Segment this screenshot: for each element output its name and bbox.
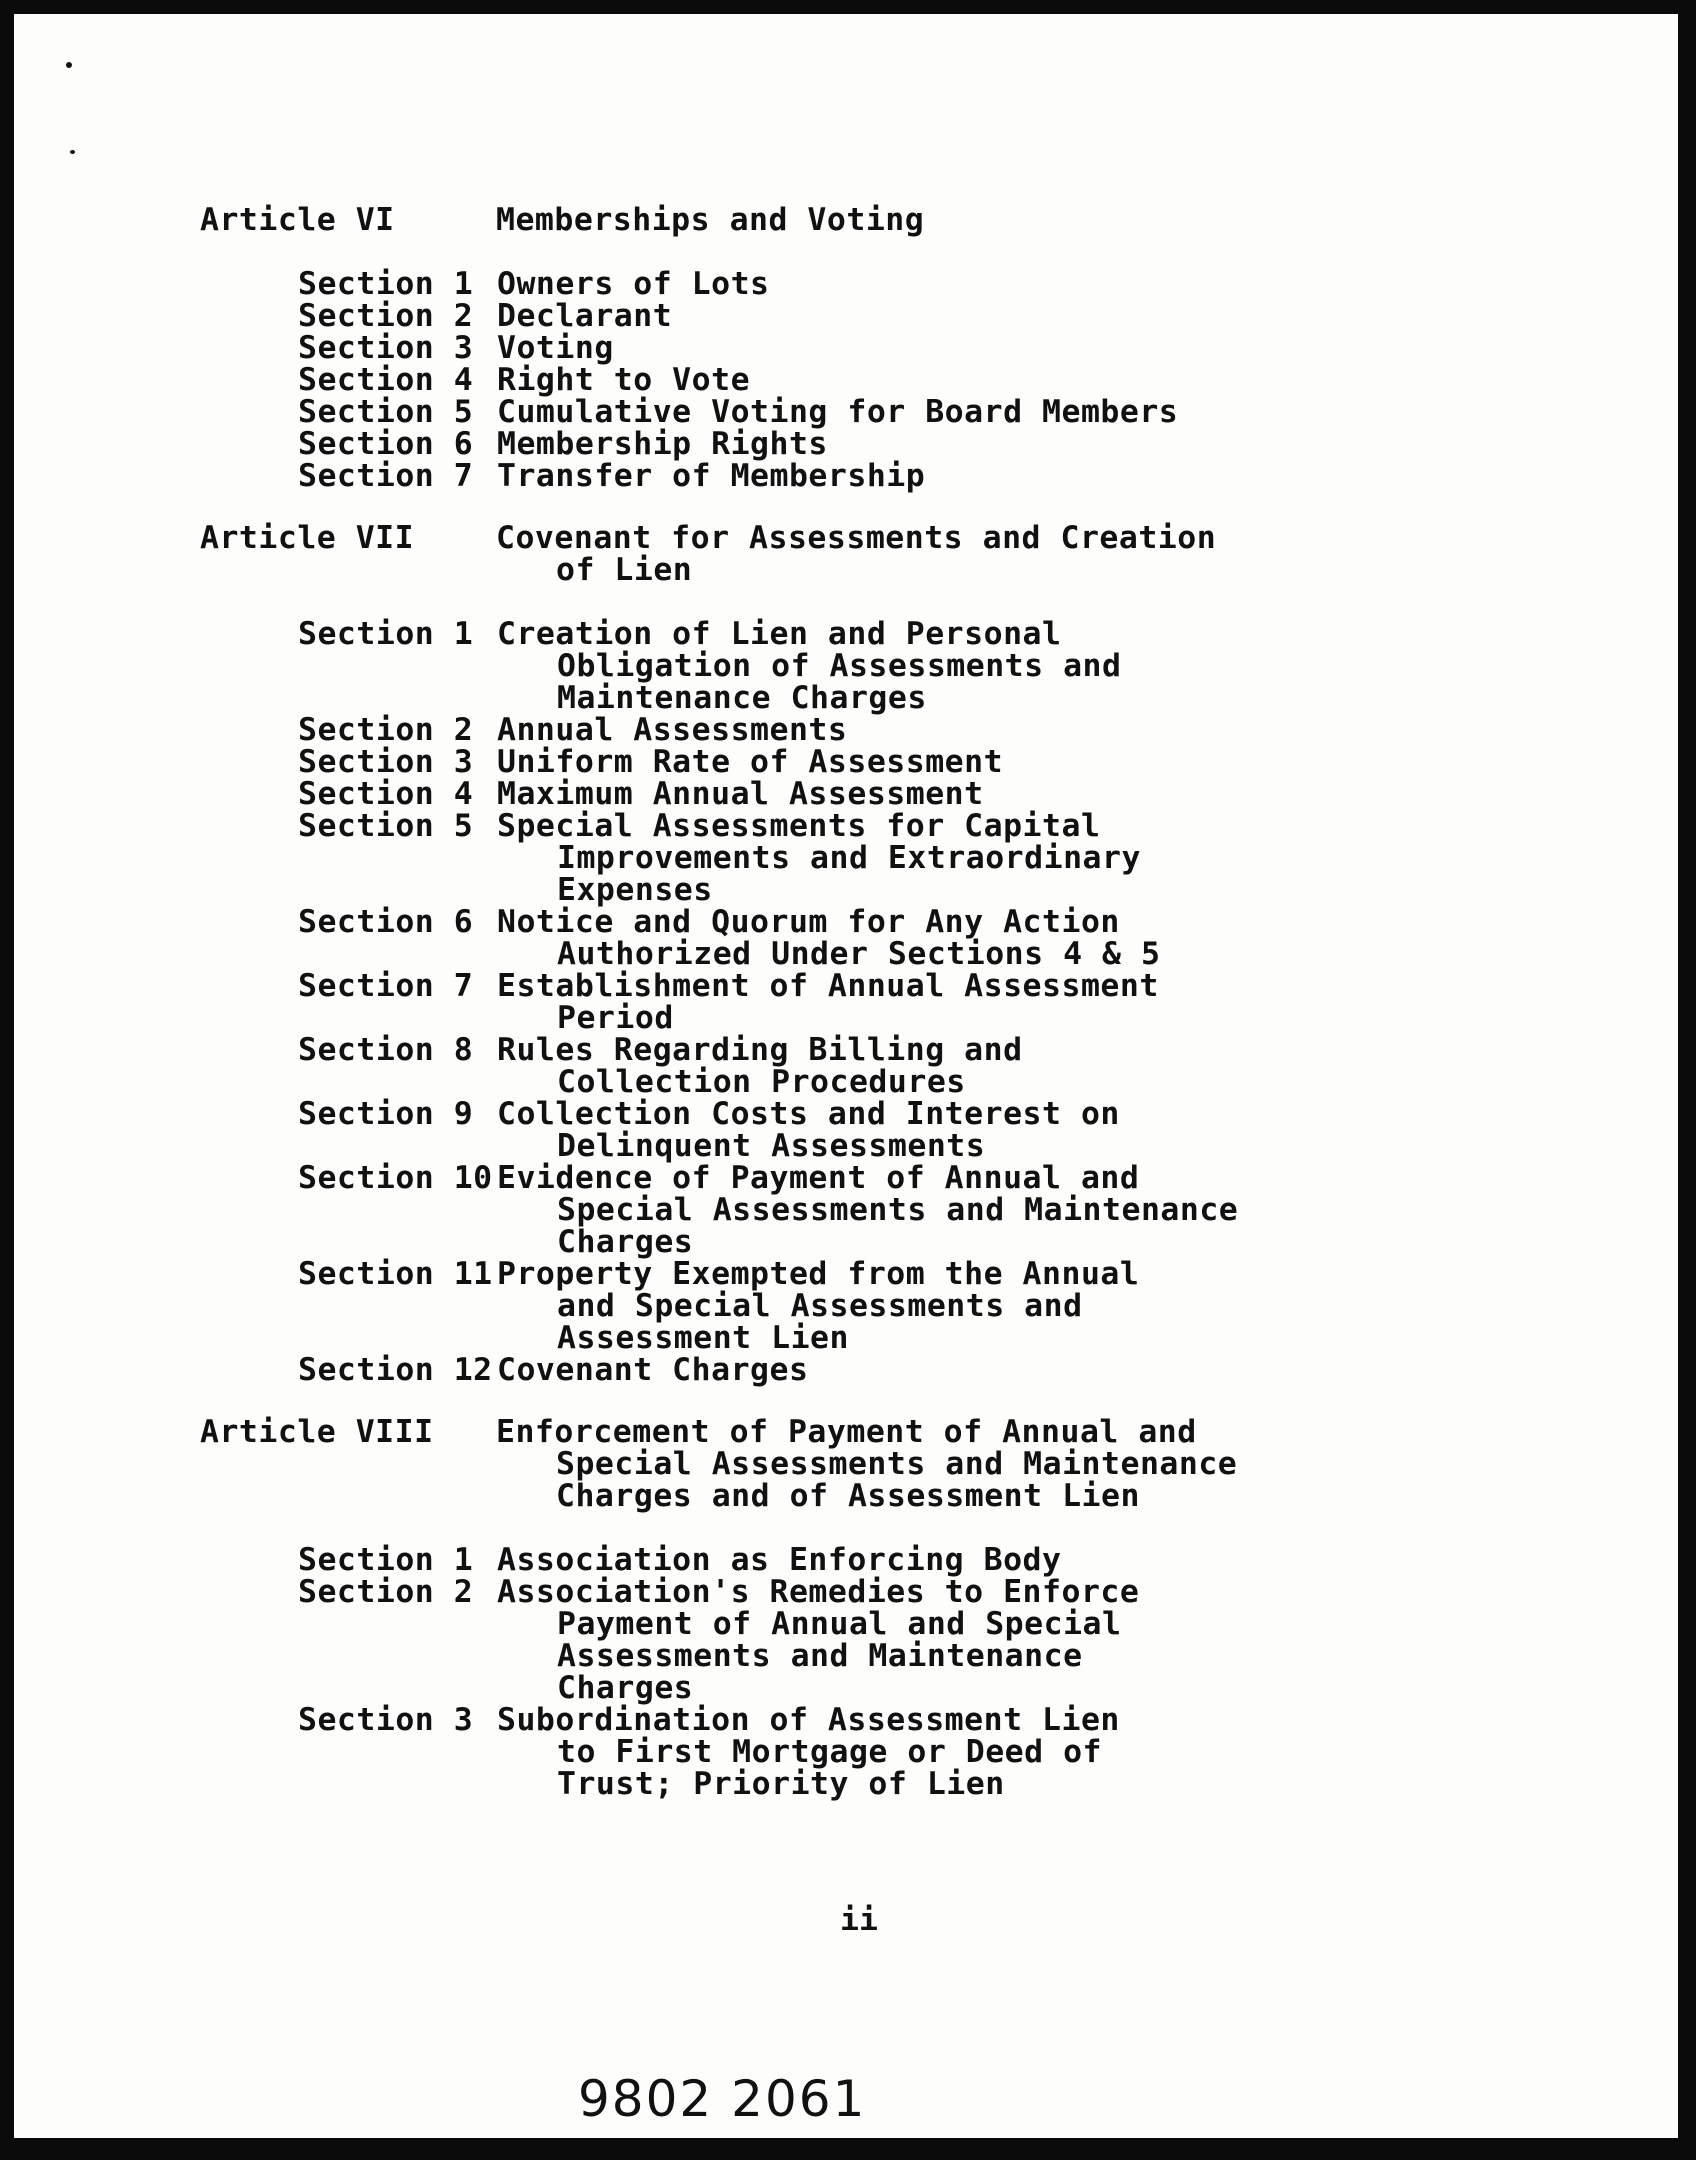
section-title-line: Period bbox=[557, 1000, 674, 1036]
article-label: Article VI bbox=[200, 202, 395, 238]
section-title-line: Obligation of Assessments and bbox=[557, 648, 1122, 684]
article-title-line: Special Assessments and Maintenance bbox=[556, 1446, 1238, 1482]
section-title bbox=[497, 1354, 1500, 1386]
section-entry bbox=[200, 1162, 1500, 1258]
section-title-line: Evidence of Payment of Annual and bbox=[497, 1160, 1140, 1196]
section-title bbox=[497, 746, 1500, 778]
section-entry bbox=[200, 268, 1500, 300]
section-entry bbox=[200, 1258, 1500, 1354]
section-title-line: Delinquent Assessments bbox=[557, 1128, 986, 1164]
section-title-line: Association as Enforcing Body bbox=[497, 1542, 1062, 1578]
section-title-line: Creation of Lien and Personal bbox=[497, 616, 1062, 652]
section-entry bbox=[200, 618, 1500, 714]
section-title bbox=[497, 970, 1500, 1034]
article-heading bbox=[200, 1416, 1500, 1512]
article-title bbox=[496, 204, 1500, 236]
section-entry bbox=[200, 746, 1500, 778]
section-label: Section 1 bbox=[298, 616, 474, 652]
section-label: Section 1 bbox=[298, 1542, 474, 1578]
section-title-line: to First Mortgage or Deed of bbox=[557, 1734, 1103, 1770]
scan-speck bbox=[70, 150, 75, 154]
section-title-line: Establishment of Annual Assessment bbox=[497, 968, 1159, 1004]
section-title-line: Payment of Annual and Special bbox=[557, 1606, 1122, 1642]
section-title-line: Property Exempted from the Annual bbox=[497, 1256, 1140, 1292]
page-number: ii bbox=[840, 1902, 878, 1938]
section-title-line: Charges bbox=[557, 1224, 694, 1260]
section-label: Section 12 bbox=[298, 1352, 493, 1388]
section-title bbox=[497, 778, 1500, 810]
section-entry bbox=[200, 810, 1500, 906]
section-title-line: Membership Rights bbox=[497, 426, 828, 462]
section-entry bbox=[200, 460, 1500, 492]
section-list bbox=[200, 618, 1500, 1386]
section-title-line: Improvements and Extraordinary bbox=[557, 840, 1141, 876]
section-title bbox=[497, 428, 1500, 460]
section-title bbox=[497, 1576, 1500, 1704]
section-label: Section 2 bbox=[298, 298, 474, 334]
article-title bbox=[496, 522, 1500, 586]
section-entry bbox=[200, 778, 1500, 810]
article-title-line: Covenant for Assessments and Creation bbox=[496, 520, 1217, 556]
section-entry bbox=[200, 970, 1500, 1034]
section-title bbox=[497, 268, 1500, 300]
section-entry bbox=[200, 364, 1500, 396]
section-label: Section 8 bbox=[298, 1032, 474, 1068]
section-entry bbox=[200, 1354, 1500, 1386]
section-title bbox=[497, 396, 1500, 428]
section-title bbox=[497, 460, 1500, 492]
section-title bbox=[497, 1544, 1500, 1576]
section-entry bbox=[200, 428, 1500, 460]
section-title-line: Covenant Charges bbox=[497, 1352, 809, 1388]
section-list bbox=[200, 1544, 1500, 1800]
section-label: Section 1 bbox=[298, 266, 474, 302]
section-title-line: Assessment Lien bbox=[557, 1320, 849, 1356]
section-label: Section 3 bbox=[298, 1702, 474, 1738]
section-title bbox=[497, 1258, 1500, 1354]
section-title-line: Authorized Under Sections 4 & 5 bbox=[557, 936, 1161, 972]
section-title-line: Notice and Quorum for Any Action bbox=[497, 904, 1120, 940]
section-title-line: Maximum Annual Assessment bbox=[497, 776, 984, 812]
section-label: Section 11 bbox=[298, 1256, 493, 1292]
section-title bbox=[497, 618, 1500, 714]
article-label: Article VIII bbox=[200, 1414, 434, 1450]
section-title bbox=[497, 906, 1500, 970]
section-title bbox=[497, 714, 1500, 746]
section-title-line: Annual Assessments bbox=[497, 712, 848, 748]
article-title bbox=[496, 1416, 1500, 1512]
article-heading bbox=[200, 204, 1500, 236]
section-entry bbox=[200, 1544, 1500, 1576]
section-list bbox=[200, 268, 1500, 492]
section-title bbox=[497, 1098, 1500, 1162]
section-label: Section 9 bbox=[298, 1096, 474, 1132]
section-entry bbox=[200, 1704, 1500, 1800]
section-entry bbox=[200, 906, 1500, 970]
section-title bbox=[497, 364, 1500, 396]
section-label: Section 3 bbox=[298, 330, 474, 366]
section-entry bbox=[200, 714, 1500, 746]
section-title bbox=[497, 332, 1500, 364]
article-title-line: of Lien bbox=[556, 552, 693, 588]
article-title-line: Enforcement of Payment of Annual and bbox=[496, 1414, 1197, 1450]
section-title-line: Rules Regarding Billing and bbox=[497, 1032, 1023, 1068]
article-title-line: Charges and of Assessment Lien bbox=[556, 1478, 1140, 1514]
article-heading bbox=[200, 522, 1500, 586]
section-title-line: Charges bbox=[557, 1670, 694, 1706]
scan-speck bbox=[66, 62, 72, 68]
section-title-line: Cumulative Voting for Board Members bbox=[497, 394, 1179, 430]
section-title bbox=[497, 1162, 1500, 1258]
section-label: Section 2 bbox=[298, 712, 474, 748]
section-title-line: and Special Assessments and bbox=[557, 1288, 1083, 1324]
section-title-line: Declarant bbox=[497, 298, 673, 334]
section-title-line: Trust; Priority of Lien bbox=[557, 1766, 1005, 1802]
section-title-line: Maintenance Charges bbox=[557, 680, 927, 716]
section-label: Section 3 bbox=[298, 744, 474, 780]
document-page bbox=[14, 14, 1678, 2138]
section-label: Section 10 bbox=[298, 1160, 493, 1196]
table-of-contents bbox=[200, 204, 1500, 1830]
section-entry bbox=[200, 300, 1500, 332]
section-entry bbox=[200, 1098, 1500, 1162]
section-title-line: Right to Vote bbox=[497, 362, 751, 398]
section-title-line: Voting bbox=[497, 330, 614, 366]
section-title bbox=[497, 1034, 1500, 1098]
section-title-line: Uniform Rate of Assessment bbox=[497, 744, 1004, 780]
section-label: Section 4 bbox=[298, 362, 474, 398]
section-title bbox=[497, 1704, 1500, 1800]
section-label: Section 5 bbox=[298, 394, 474, 430]
section-title bbox=[497, 810, 1500, 906]
section-entry bbox=[200, 1576, 1500, 1704]
article-label: Article VII bbox=[200, 520, 415, 556]
section-label: Section 6 bbox=[298, 426, 474, 462]
section-entry bbox=[200, 332, 1500, 364]
section-label: Section 7 bbox=[298, 968, 474, 1004]
section-label: Section 2 bbox=[298, 1574, 474, 1610]
section-title-line: Expenses bbox=[557, 872, 713, 908]
document-number: 9802 2061 bbox=[578, 2070, 867, 2128]
section-label: Section 4 bbox=[298, 776, 474, 812]
section-title-line: Assessments and Maintenance bbox=[557, 1638, 1083, 1674]
section-title-line: Subordination of Assessment Lien bbox=[497, 1702, 1120, 1738]
section-title-line: Owners of Lots bbox=[497, 266, 770, 302]
section-title-line: Special Assessments for Capital bbox=[497, 808, 1101, 844]
section-label: Section 5 bbox=[298, 808, 474, 844]
section-label: Section 6 bbox=[298, 904, 474, 940]
section-entry bbox=[200, 396, 1500, 428]
section-title-line: Transfer of Membership bbox=[497, 458, 926, 494]
section-title-line: Association's Remedies to Enforce bbox=[497, 1574, 1140, 1610]
section-entry bbox=[200, 1034, 1500, 1098]
section-title-line: Special Assessments and Maintenance bbox=[557, 1192, 1239, 1228]
section-title-line: Collection Procedures bbox=[557, 1064, 966, 1100]
section-title-line: Collection Costs and Interest on bbox=[497, 1096, 1120, 1132]
article-title-line: Memberships and Voting bbox=[496, 202, 925, 238]
section-label: Section 7 bbox=[298, 458, 474, 494]
section-title bbox=[497, 300, 1500, 332]
